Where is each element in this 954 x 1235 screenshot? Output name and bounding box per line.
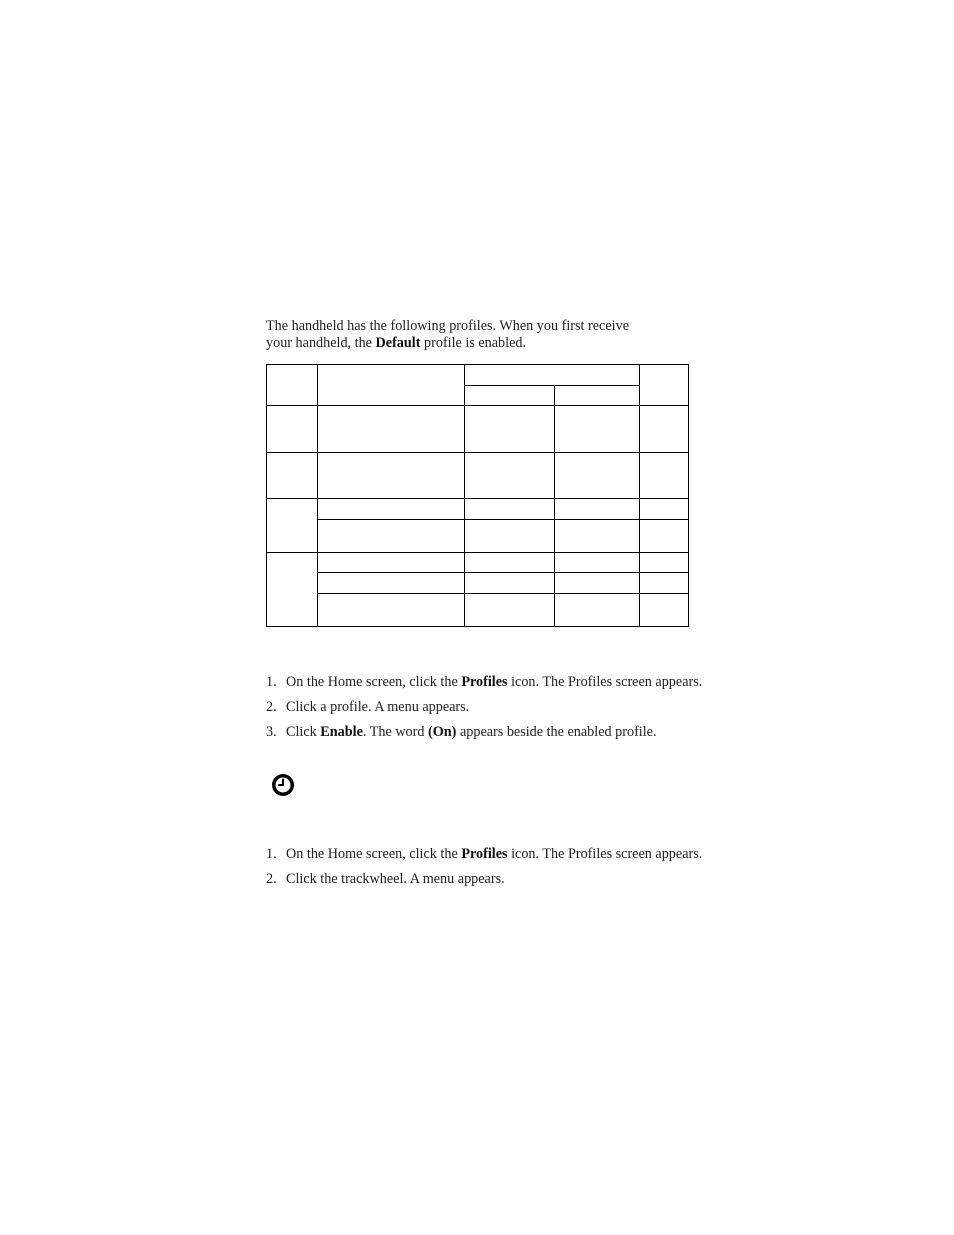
profiles-term: Profiles: [461, 846, 508, 862]
step-number: 3.: [266, 724, 277, 740]
enable-term: Enable: [320, 724, 363, 740]
step-number: 1.: [266, 846, 277, 862]
list-item: [266, 674, 706, 691]
step-number: 1.: [266, 674, 277, 690]
intro-line-1: The handheld has the following profiles. When you first receive: [266, 318, 629, 334]
intro-line-2-start: your handheld, the: [266, 335, 376, 351]
row-line: [266, 498, 689, 499]
table-border-right: [688, 364, 689, 627]
row-line: [266, 552, 689, 553]
list-item: [266, 699, 706, 716]
step-text: icon. The Profiles screen appears.: [507, 846, 703, 862]
step-text: On the Home screen, click the: [286, 846, 462, 862]
step-text: appears beside the enabled profile.: [456, 724, 657, 740]
row-line: [317, 572, 689, 573]
step-number: 2.: [266, 699, 277, 715]
on-term: (On): [428, 724, 457, 740]
row-line: [266, 452, 689, 453]
intro-paragraph: [266, 318, 706, 352]
column-line: [554, 385, 555, 627]
list-item: [266, 846, 706, 863]
intro-line-2-end: profile is enabled.: [420, 335, 527, 351]
step-number: 2.: [266, 871, 277, 887]
default-profile-term: Default: [375, 335, 421, 351]
row-line: [317, 519, 689, 520]
list-item: [266, 724, 706, 741]
table-border-top: [266, 364, 689, 365]
column-line: [639, 364, 640, 627]
table-border-bottom: [266, 626, 689, 627]
column-line: [317, 364, 318, 627]
enable-profile-steps: [266, 674, 706, 749]
step-text: icon. The Profiles screen appears.: [507, 674, 703, 690]
profiles-table: [266, 364, 689, 627]
edit-profile-steps: [266, 846, 706, 896]
header-bottom-line: [266, 405, 689, 406]
column-line: [464, 364, 465, 627]
row-line: [317, 593, 689, 594]
header-subrow-line: [464, 385, 640, 386]
list-item: [266, 871, 706, 888]
step-text: Click: [286, 724, 321, 740]
profiles-term: Profiles: [461, 674, 508, 690]
step-text: . The word: [362, 724, 429, 740]
step-text: Click the trackwheel. A menu appears.: [286, 871, 505, 887]
step-text: Click a profile. A menu appears.: [286, 699, 470, 715]
step-text: On the Home screen, click the: [286, 674, 462, 690]
clock-icon: [271, 773, 295, 797]
table-border-left: [266, 364, 267, 627]
